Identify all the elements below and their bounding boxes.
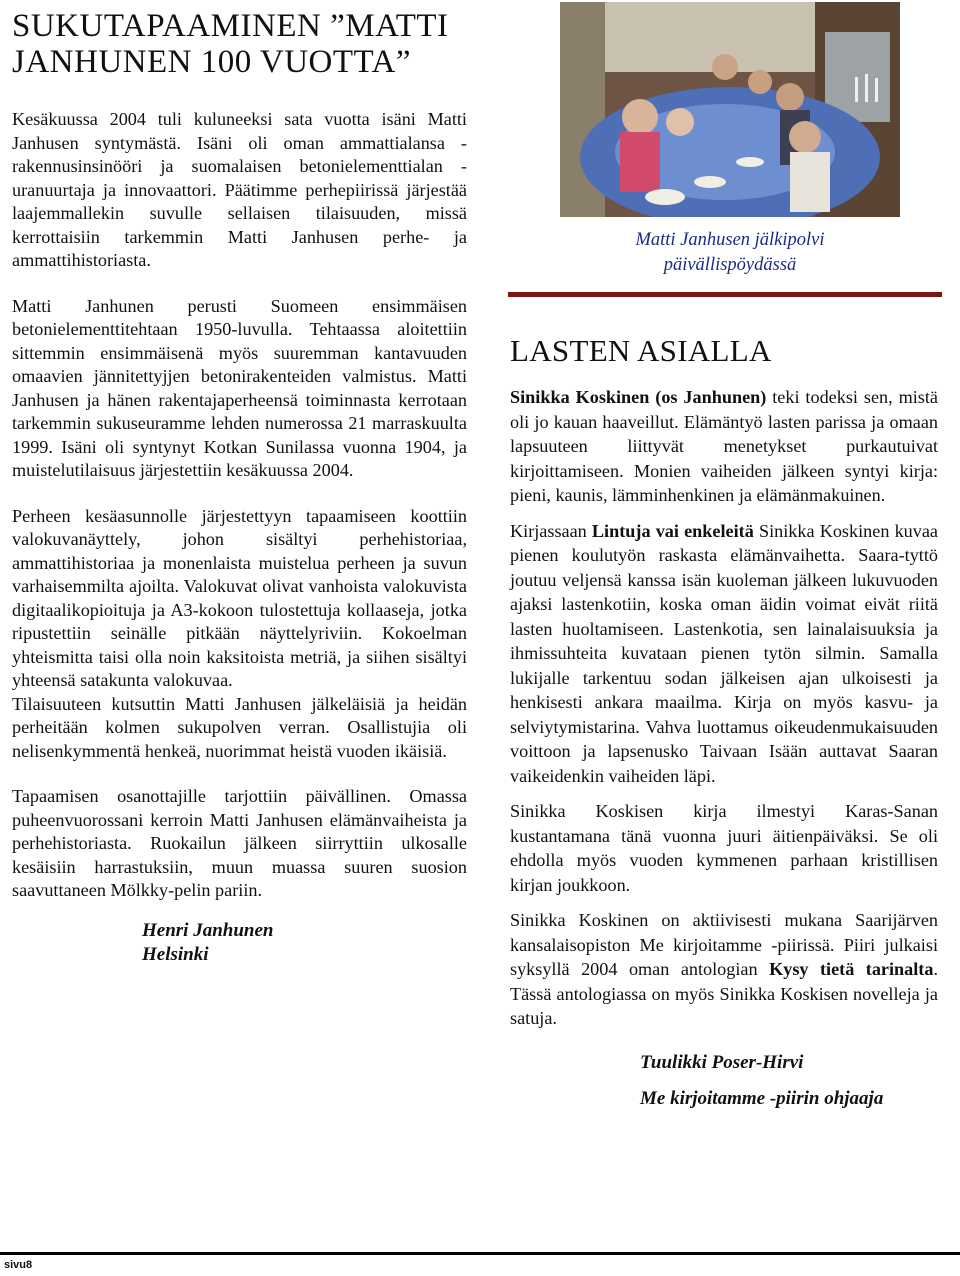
author-role: Me kirjoitamme -piirin ohjaaja [640,1087,884,1109]
page-footer [0,1252,960,1271]
author-name: Henri Janhunen [142,919,274,941]
article-paragraph: Perheen kesäasunnolle järjestettyyn tapaamiseen koottiin valokuvanäyttely, johon sisältyi perhehistoriaa, ammattihistoriaa ja monenlaista muistelua perheen ja suvun varhaisemmilta ajoilta. Valokuvat olivat vanhoista valokuvista digitaalikopioituja ja A3-kokoon tulostettuja kollaaseja, jotka ripustettiin seinälle pitkään näyttelyriviin. Kokoelman yhteismitta taisi olla noin kaksitoista metriä, ja siihen sisältyi yhteensä satakunta valokuvaa. [12,505,467,690]
article-paragraph: Kesäkuussa 2004 tuli kuluneeksi sata vuotta isäni Matti Janhusen syntymästä. Isäni oli oman ammattialansa - rakennusinsinööri ja suomalaisen betonielementtialan - uranuurtaja ja innovaattori. Päätimme perhepiirissä järjestää laajemmallekin suvulle sellaisen tilaisuuden, missä kerrottaisiin tarkemmin Matti Janhusen perhe- ja ammattihistoriasta. [12,109,467,270]
page-number: sivu8 [4,1259,33,1271]
family-dinner-photo [560,2,900,217]
sidebar-title: LASTEN ASIALLA [510,333,772,368]
main-article [12,8,467,967]
photo-caption [560,228,900,278]
caption-line: päivällispöydässä [663,255,797,275]
paragraph-text: Sinikka Koskinen on aktiivisesti mukana Saarijärven kansalaisopiston Me kirjoitamme -piirissä. Piiri julkaisi syksyllä 2004 oman antologian [510,910,938,979]
sidebar-paragraph [510,908,938,1031]
author-name: Tuulikki Poser-Hirvi [640,1051,804,1073]
sidebar-paragraph [510,519,938,789]
paragraph-text: Sinikka Koskinen kuvaa pienen koulutyön raskasta elämänvaihetta. Saara-tyttö joutuu veljensä kanssa isän kuoleman jälkeen lukuvuoden ajaksi lastenkotiin, koska oman äidin voimat eivät riitä lasten huoltamiseen. Lastenkotia, sen lainalaisuuksia ja ihmissuhteita kuvataan pienen tytön silmin. Samalla lukijalle tarkentuu sodan jälkeisen ajan ulkoisesti ja henkisesti ankara maailma. Kirja on myös kasvu- ja selviytymistarina. Vahva luottamus oikeudenmukaisuuden voittoon ja lapsenusko Taivaan Isään auttavat Saaran vaikeidenkin vaiheiden läpi. [510,520,938,786]
article-paragraph: Tapaamisen osanottajille tarjottiin päivällinen. Omassa puheenvuorossani kerroin Matti Janhusen elämänvaiheista ja perhehistoriasta. Ruokailun jälkeen siirryttiin ulkosalle kesäisiin harrastuksiin, muun muassa suuren suosion saavuttaneen Mölkky-pelin pariin. [12,786,467,900]
article-paragraph: Matti Janhunen perusti Suomeen ensimmäisen betonielementtitehtaan 1950-luvulla. Tehtaassa aloitettiin sittemmin ensimmäisenä myös suuremman kantavuuden omaavien jännitettyjjen betonirakenteiden valmistus. Matti Janhusen ja hänen rakentajaperheensä toiminnasta kerrotaan tarkemmin sukuseuramme lehden numerossa 21 marraskuulta 1999. Isäni oli syntynyt Kotkan Sunilassa vuonna 1904, ja muistelutilaisuus järjestettiin kesäkuussa 2004. [12,295,467,480]
paragraph-text: teki todeksi sen, mistä oli jo kauan haaveillut. Elämäntyö lasten parissa ja omaan lapsuuteen liittyvät menetykset purkautuivat kirjoittamiseen. Monien vaiheiden jälkeen syntyi kirja: pieni, kaunis, lämminhenkinen ja elämänmakuinen. [510,387,938,505]
book-title: Lintuja vai enkeleitä [591,520,754,541]
article-paragraph: Tilaisuuteen kutsuttin Matti Janhusen jälkeläisiä ja heidän perheitään kolmen sukupolven verran. Osallistujia oli nelisenkymmentä henkeä, nuorimmat heistä vuoden ikäisiä. [12,693,467,761]
sidebar-signature [640,1045,938,1117]
caption-line: Matti Janhusen jälkipolvi [635,230,825,250]
sidebar-paragraph: Sinikka Koskisen kirja ilmestyi Karas-Sanan kustantamana tänä vuonna juuri äitienpäiväksi. Se oli ehdolla myös vuoden kymmenen parhaan kristillisen kirjan joukkoon. [510,801,938,895]
article-signature [142,919,467,967]
paragraph-text: . Tässä antologiassa on myös Sinikka Koskisen novelleja ja satuja. [510,959,939,1028]
section-divider [508,292,942,297]
author-city: Helsinki [142,943,209,965]
sidebar-article [510,385,938,1117]
footer-rule [0,1252,960,1255]
sidebar-paragraph [510,385,938,508]
highlight-name: Sinikka Koskinen (os Janhunen) [510,387,767,407]
paragraph-text: Kirjassaan [510,520,592,541]
book-title: Kysy tietä tarinalta [769,959,934,979]
article-title: SUKUTAPAAMINEN ”MATTI JANHUNEN 100 VUOTTA” [12,8,449,80]
